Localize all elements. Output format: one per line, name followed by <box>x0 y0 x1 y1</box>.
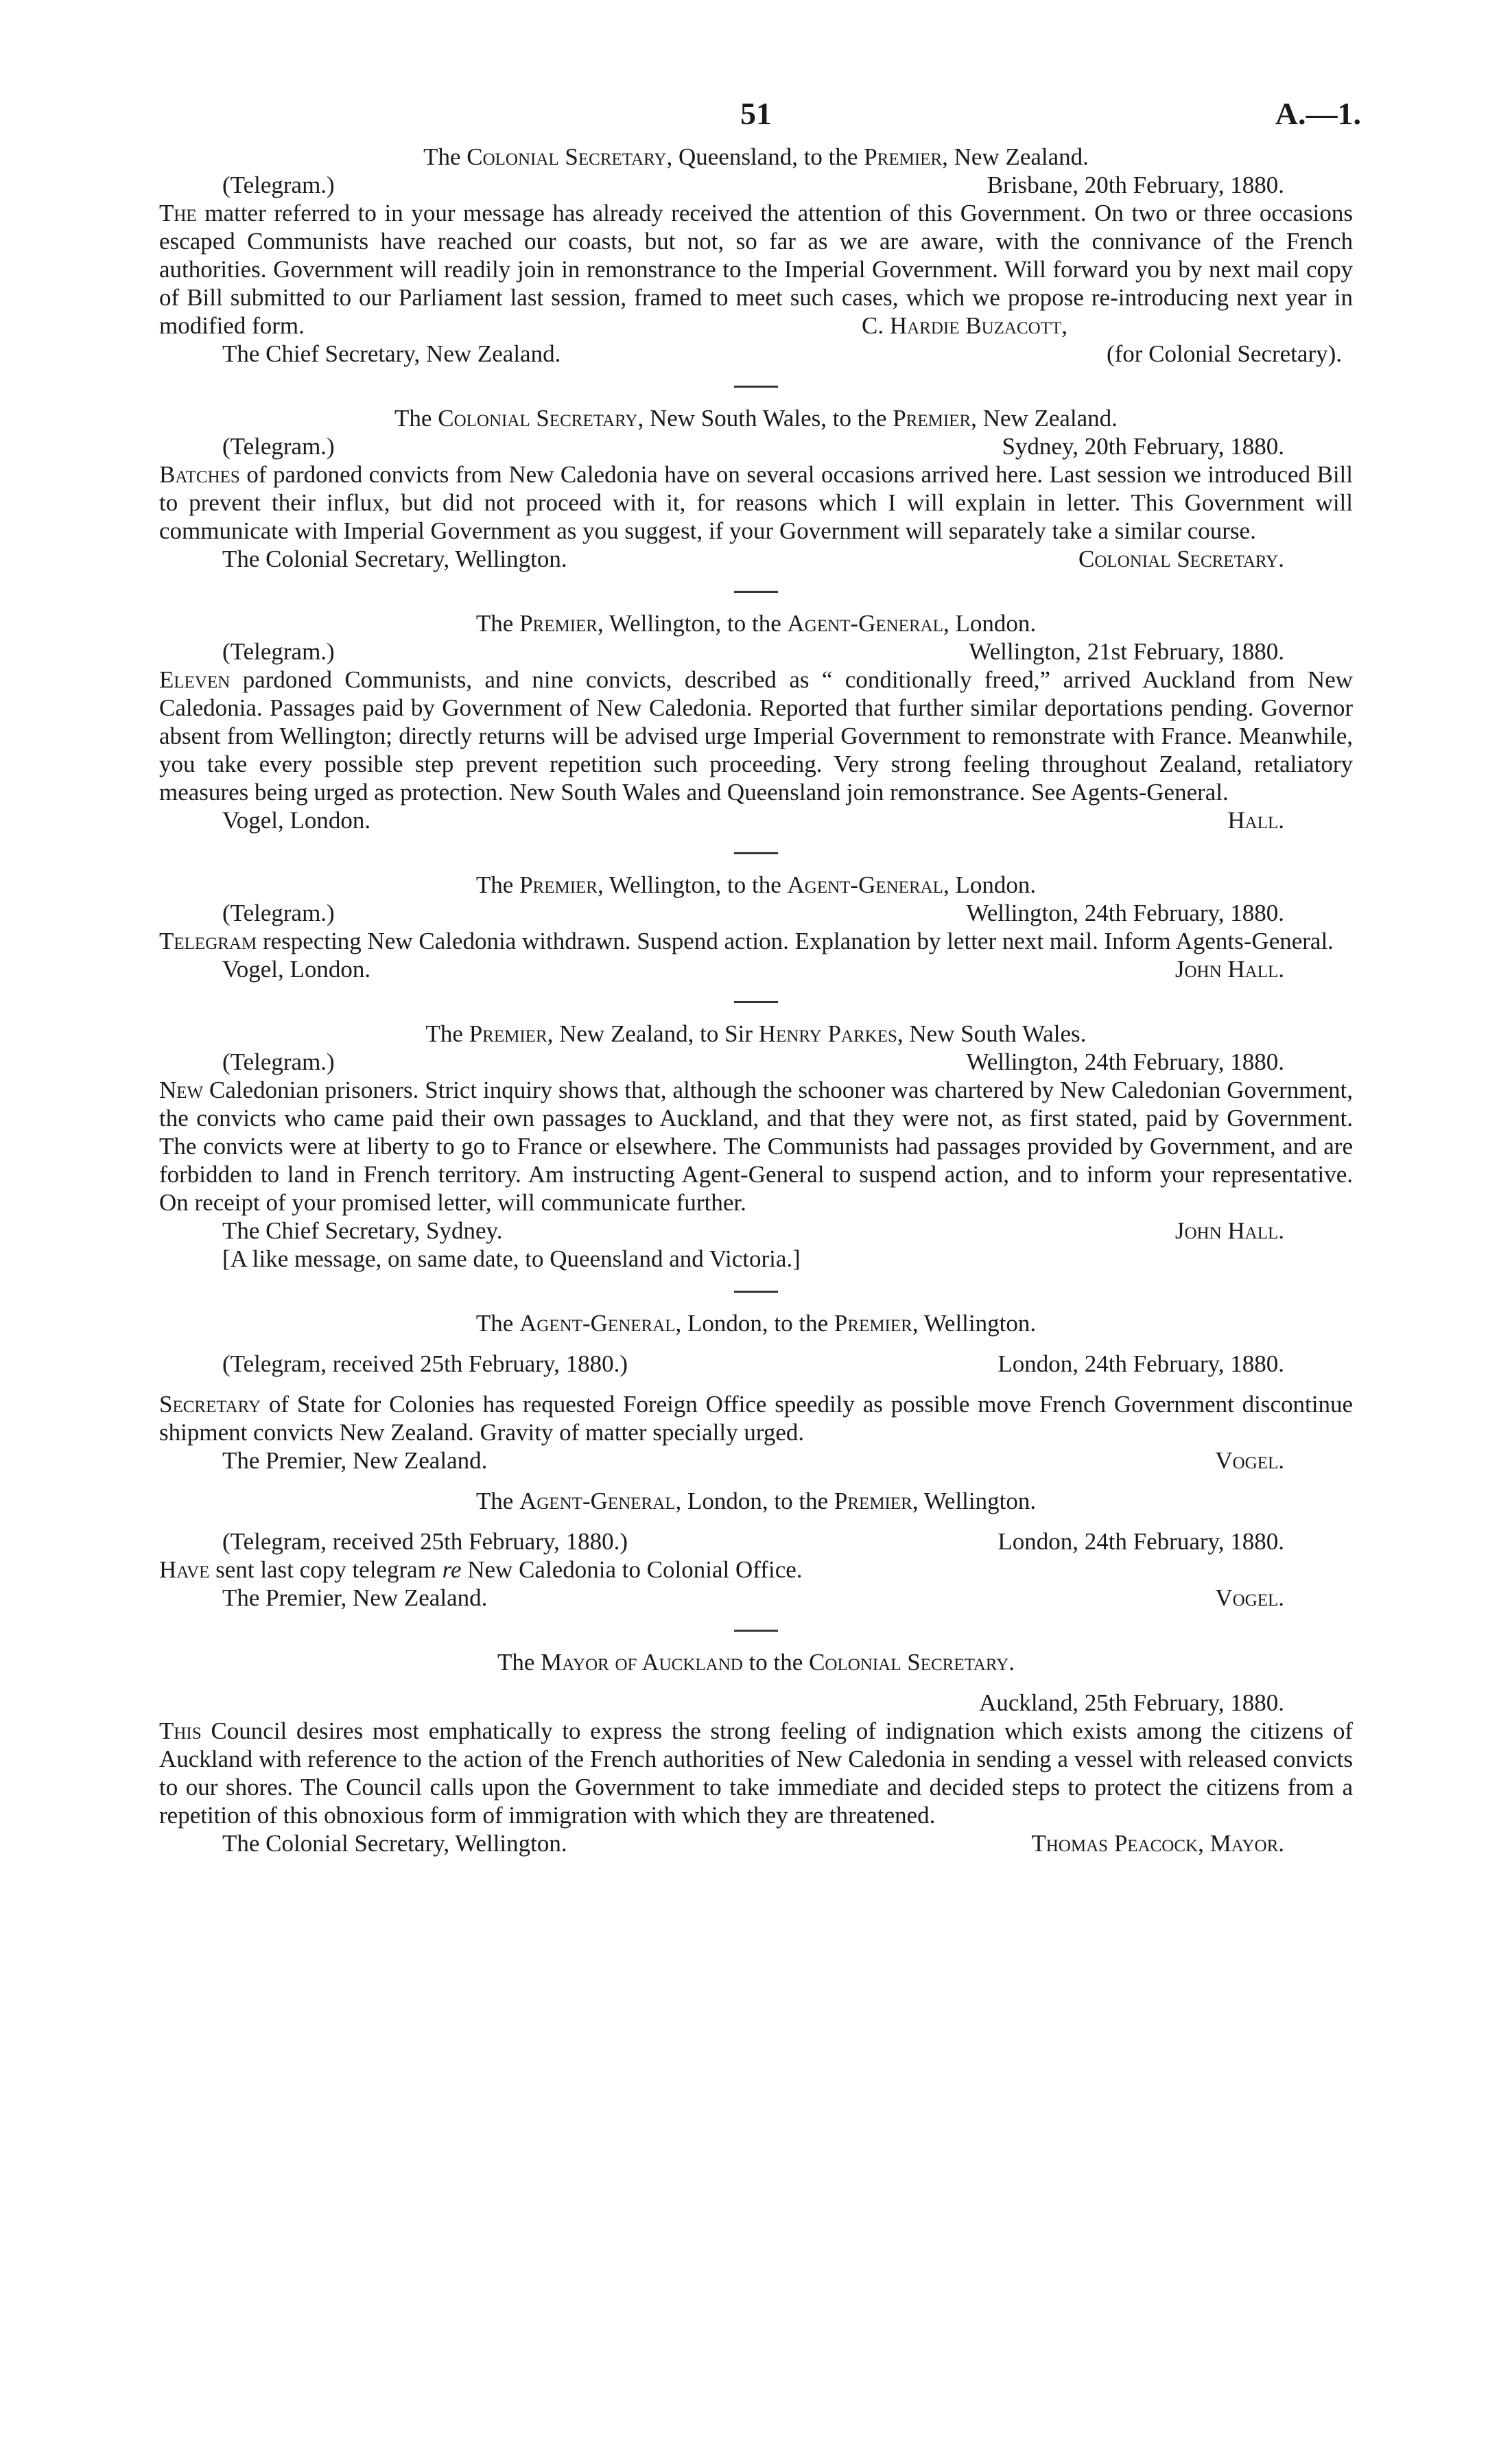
closing-line: The Colonial Secretary, Wellington. Colonial Secretary. <box>222 545 1284 572</box>
telegram-meta: (Telegram, received 25th February, 1880.) London, 24th February, 1880. <box>222 1528 1284 1555</box>
page-content <box>159 0 1361 1857</box>
telegram-meta: (Telegram.) Brisbane, 20th February, 1880. <box>222 172 1284 198</box>
section-heading: The Colonial Secretary, New South Wales, to the Premier, New Zealand. <box>394 405 1118 432</box>
place-date: Auckland, 25th February, 1880. <box>979 1689 1284 1716</box>
divider <box>734 386 778 388</box>
page-header <box>159 0 1361 143</box>
telegram-agent-general-premier-1 <box>159 1309 1353 1475</box>
telegram-new-south-wales <box>159 404 1353 573</box>
message-body: Telegram respecting New Caledonia withdrawn. Suspend action. Explanation by letter next mail. Inform Agents-General. <box>159 928 1334 954</box>
telegram-agent-general-premier-2 <box>159 1487 1353 1612</box>
section-heading: The Premier, New Zealand, to Sir Henry Parkes, New South Wales. <box>425 1020 1087 1047</box>
divider <box>734 1291 778 1293</box>
closing-line: The Chief Secretary, New Zealand. (for Colonial Secretary). <box>222 340 1342 367</box>
divider <box>734 1001 778 1003</box>
spacer <box>159 1337 1353 1350</box>
divider <box>734 1630 778 1632</box>
closing-line: Vogel, London. John Hall. <box>222 956 1284 983</box>
message-body: This Council desires most emphatically to express the strong feeling of indignation which exists among the citizens of Auckland with reference to the action of the French authorities of New Caledonia in sending a vessel with released convicts to our shores. The Council calls upon the Government to take immediate and decided steps to protect the citizens from a repetition of this obnoxious form of immigration with which they are threatened. <box>159 1717 1353 1829</box>
closing-line: The Premier, New Zealand. Vogel. <box>222 1584 1284 1611</box>
editorial-note: [A like message, on same date, to Queensland and Victoria.] <box>222 1245 801 1272</box>
message-body: Have sent last copy telegram re New Caledonia to Colonial Office. <box>159 1556 803 1583</box>
letter-mayor-auckland <box>159 1648 1353 1857</box>
section-heading: The Colonial Secretary, Queensland, to the Premier, New Zealand. <box>423 143 1089 170</box>
telegram-premier-agent-general-2 <box>159 871 1353 983</box>
divider <box>734 591 778 593</box>
telegram-meta: (Telegram.) Sydney, 20th February, 1880. <box>222 433 1284 460</box>
spacer <box>159 1515 1353 1527</box>
closing-line: The Colonial Secretary, Wellington. Thomas Peacock, Mayor. <box>222 1830 1284 1857</box>
section-heading: The Premier, Wellington, to the Agent-General, London. <box>475 871 1037 898</box>
spacer <box>159 1475 1353 1487</box>
document-reference: A.—1. <box>1275 96 1361 131</box>
signature-line: C. Hardie Buzacott, <box>862 312 1067 339</box>
message-body: Eleven pardoned Communists, and nine convicts, described as “ conditionally freed,” arrived Auckland from New Caledonia. Passages paid by Government of New Caledonia. Reported that further similar deportations pending. Governor absent from Wellington; directly returns will be advised urge Imperial Government to remonstrate with France. Meanwhile, you take every possible step prevent repetition such proceeding. Very strong feeling throughout Zealand, retaliatory measures being urged as protection. New South Wales and Queensland join remonstrance. See Agents-General. <box>159 666 1354 806</box>
message-body: Secretary of State for Colonies has requested Foreign Office speedily as possible move French Government discontinue shipment convicts New Zealand. Gravity of matter specially urged. <box>159 1391 1353 1446</box>
telegram-meta: (Telegram.) Wellington, 21st February, 1880. <box>222 638 1284 665</box>
section-heading: The Agent-General, London, to the Premier, Wellington. <box>475 1488 1037 1514</box>
telegram-queensland <box>159 143 1353 368</box>
message-body: New Caledonian prisoners. Strict inquiry shows that, although the schooner was chartered by New Caledonian Government, the convicts who came paid their own passages to Auckland, and that they were not, as first stated, paid by Government. The convicts were at liberty to go to France or elsewhere. The Communists had passages provided by Government, and are forbidden to land in French territory. Am instructing Agent-General to suspend action, and to inform your representative. On receipt of your promised letter, will communicate further. <box>159 1077 1353 1216</box>
section-heading: The Premier, Wellington, to the Agent-General, London. <box>475 610 1037 637</box>
telegram-meta: (Telegram.) Wellington, 24th February, 1880. <box>222 1048 1284 1075</box>
telegram-meta: (Telegram.) Wellington, 24th February, 1880. <box>222 900 1284 926</box>
spacer <box>159 1676 1353 1689</box>
closing-line: Vogel, London. Hall. <box>222 807 1284 834</box>
telegram-premier-parkes <box>159 1020 1353 1273</box>
telegram-premier-agent-general-1 <box>159 609 1353 834</box>
spacer <box>159 1378 1353 1390</box>
section-heading: The Mayor of Auckland to the Colonial Secretary. <box>497 1649 1015 1676</box>
message-body: Batches of pardoned convicts from New Caledonia have on several occasions arrived here. Last session we introduced Bill to prevent their influx, but did not proceed with it, for reasons which I will explain in letter. This Government will communicate with Imperial Government as you suggest, if your Government will separately take a similar course. <box>159 461 1353 544</box>
divider <box>734 852 778 854</box>
section-heading: The Agent-General, London, to the Premier, Wellington. <box>475 1310 1037 1337</box>
telegram-meta: (Telegram, received 25th February, 1880.) London, 24th February, 1880. <box>222 1350 1284 1377</box>
message-body: The matter referred to in your message has already received the attention of this Government. On two or three occasions escaped Communists have reached our coasts, but not, so far as we are aware, with the connivance of the French authorities. Government will readily join in remonstrance to the Imperial Government. Will forward you by next mail copy of Bill submitted to our Parliament last session, framed to meet such cases, which we propose re-introducing next year in modified form. <box>159 200 1353 339</box>
page-number: 51 <box>740 96 772 131</box>
closing-line: The Chief Secretary, Sydney. John Hall. <box>222 1217 1284 1244</box>
closing-line: The Premier, New Zealand. Vogel. <box>222 1447 1284 1474</box>
